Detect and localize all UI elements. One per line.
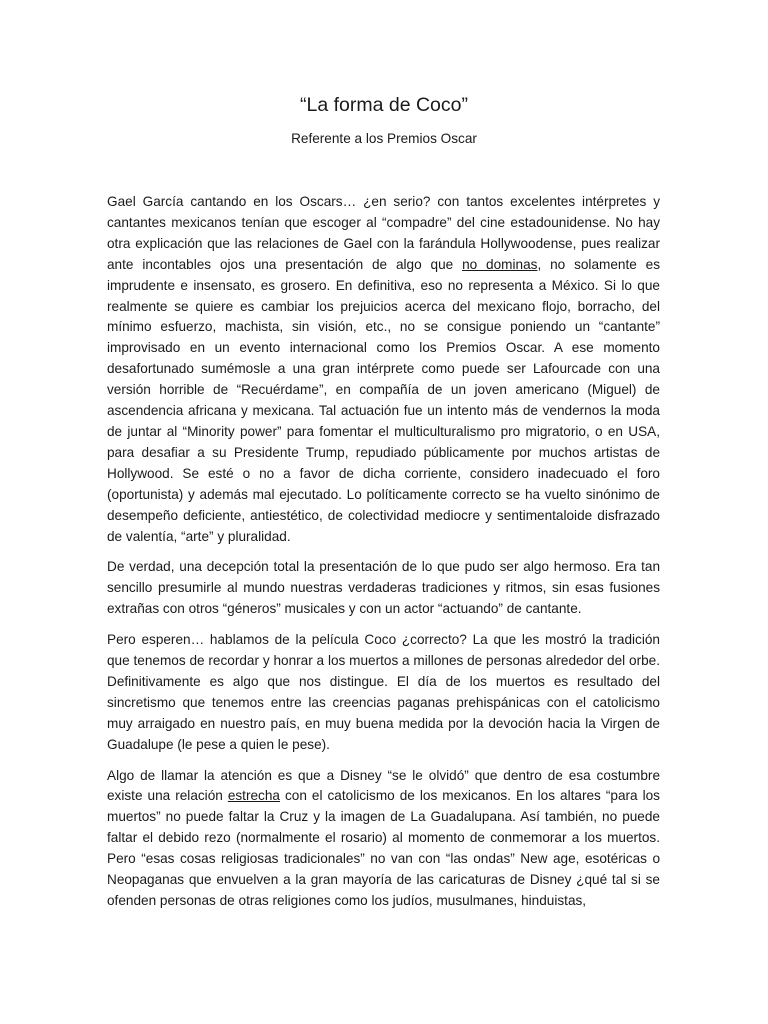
paragraph-text: Algo de llamar la atención es que a Disney “se le olvidó” que dentro de esa costumbre existe una relación: [107, 767, 660, 804]
paragraph-4: [107, 766, 660, 912]
paragraph-2: [107, 557, 660, 620]
paragraph-text: Pero esperen… hablamos de la película Coco ¿correcto? La que les mostró la tradición que tenemos de recordar y honrar a los muertos a millones de personas alrededor del orbe. Definitivamente es algo que nos distingue. El día de los muertos es resultado del sincretismo que tenemos entre las creencias paganas prehispánicas con el catolicismo muy arraigado en nuestro país, en muy buena medida por la devoción hacia la Virgen de Guadalupe (le pese a quien le pese).: [107, 632, 660, 752]
paragraph-3: [107, 630, 660, 755]
document-subtitle: Referente a los Premios Oscar: [291, 131, 477, 146]
paragraph-text: con el catolicismo de los mexicanos. En los altares “para los muertos” no puede faltar la Cruz y la imagen de La Guadalupana. Así también, no puede faltar el debido rezo (normalmente el rosario) al momento de conmemorar a los muertos. Pero “esas cosas religiosas tradicionales” no van con “las ondas” New age, esotéricas o Neopaganas que envuelven a la gran mayoría de las caricaturas de Disney ¿qué tal si se ofenden personas de otras religiones como los judíos, musulmanes, hinduistas,: [107, 788, 660, 908]
underlined-phrase: no dominas: [462, 256, 538, 272]
document-title: “La forma de Coco”: [300, 94, 468, 116]
underlined-phrase: estrecha: [227, 788, 280, 804]
paragraph-text: , no solamente es imprudente e insensato, es grosero. En definitiva, eso no representa a México. Si lo que realmente se quiere es cambiar los prejuicios acerca del mexicano flojo, borracho, del mínimo esfuerzo, machista, sin visión, etc., no se consigue poniendo un “cantante” improvisado en un evento internacional como los Premios Oscar. A ese momento desafortunado sumémosle a una gran intérprete como puede ser Lafourcade con una versión horrible de “Recuérdame”, en compañía de un joven americano (Miguel) de ascendencia africana y mexicana. Tal actuación fue un intento más de vendernos la moda de juntar al “Minority power” para fomentar el multiculturalismo pro migratorio, o en USA, para desafiar a su Presidente Trump, repudiado públicamente por muchos artistas de Hollywood. Se esté o no a favor de dicha corriente, considero inadecuado el foro (oportunista) y además mal ejecutado. Lo políticamente correcto se ha vuelto sinónimo de desempeño deficiente, antiestético, de colectividad mediocre y sentimentaloide disfrazado de valentía, “arte” y pluralidad.: [107, 256, 661, 544]
document-body: [107, 192, 660, 922]
paragraph-text: Gael García cantando en los Oscars… ¿en serio? con tantos excelentes intérpretes y cantantes mexicanos tenían que escoger al “compadre” del cine estadounidense. No hay otra explicación que las relaciones de Gael con la farándula Hollywoodense, pues realizar ante incontables ojos una presentación de algo que: [107, 194, 660, 272]
paragraph-1: [107, 192, 660, 547]
paragraph-text: De verdad, una decepción total la presentación de lo que pudo ser algo hermoso. Era tan sencillo presumirle al mundo nuestras verdaderas tradiciones y ritmos, sin esas fusiones extrañas con otros “géneros” musicales y con un actor “actuando” de cantante.: [107, 559, 660, 617]
